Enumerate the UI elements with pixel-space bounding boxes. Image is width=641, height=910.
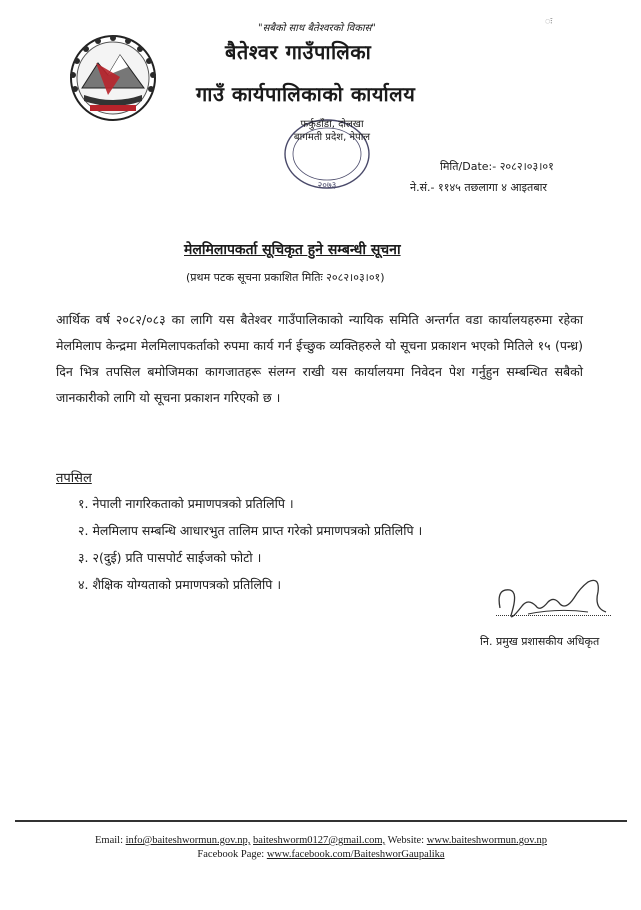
email-label: Email: (95, 835, 124, 846)
office-subtitle: गाउँ कार्यपालिकाको कार्यालय (196, 82, 416, 106)
nepal-emblem-logo (68, 33, 158, 123)
office-name: बैतेश्वर गाउँपालिका (225, 40, 372, 64)
office-tagline: "सबैको साथ बैतेश्वरको विकास" (258, 23, 376, 34)
stamp-address (272, 118, 392, 144)
list-item: १. नेपाली नागरिकताको प्रमाणपत्रको प्रतिलिपि । (78, 496, 294, 511)
signatory-title: नि. प्रमुख प्रशासकीय अधिकृत (480, 635, 600, 648)
footer-contact (15, 835, 627, 846)
footer-facebook (15, 849, 627, 860)
nepal-sambat-date: ने.सं.- ११४५ तछलागा ४ आइतबार (410, 181, 547, 194)
requirements-list (78, 494, 422, 602)
handwritten-signature (488, 568, 613, 638)
website-label: Website: (387, 835, 425, 846)
signature-line (496, 615, 611, 616)
document-date: मिति/Date:- २०८२।०३।०१ (440, 160, 554, 173)
notice-subtitle: (प्रथम पटक सूचना प्रकाशित मितिः २०८२।०३।०१) (186, 271, 385, 284)
stamp-line-1: फर्कुडाँडा, दोलखा (300, 119, 364, 130)
email-link-1[interactable]: info@baiteshwormun.gov.np, (125, 835, 251, 846)
list-heading: तपसिल (56, 471, 92, 486)
footer-divider (15, 820, 627, 822)
scan-mark: ः (545, 17, 553, 27)
facebook-label: Facebook Page: (197, 849, 265, 860)
stamp-line-2: बागमती प्रदेश, नेपाल (293, 132, 371, 143)
notice-title: मेलमिलापकर्ता सूचिकृत हुने सम्बन्धी सूचना (184, 242, 401, 258)
list-item: ४. शैक्षिक योग्यताको प्रमाणपत्रको प्रतिलिपि । (78, 577, 282, 592)
email-link-2[interactable]: baiteshworm0127@gmail.com, (253, 835, 386, 846)
seal-year: २०७३ (317, 181, 337, 191)
list-item: ३. २(दुई) प्रति पासपोर्ट साईजको फोटो । (78, 550, 262, 565)
website-link[interactable]: www.baiteshwormun.gov.np (426, 835, 547, 846)
list-item: २. मेलमिलाप सम्बन्धि आधारभुत तालिम प्राप्त गरेको प्रमाणपत्रको प्रतिलिपि । (78, 523, 423, 538)
notice-body: आर्थिक वर्ष २०८२/०८३ का लागि यस बैतेश्वर गाउँपालिकाको न्यायिक समिति अन्तर्गत वडा कार्यालयहरुमा रहेका मेलमिलाप केन्द्रमा मेलमिलापकर्ताको रुपमा कार्य गर्न ईच्छुक व्यक्तिहरुले यो सूचना प्रकाशन भएको मितिले १५ (पन्ध्र) दिन भित्र तपसिल बमोजिमका कागजातहरू संलग्न राखी यस कार्यालयमा निवेदन पेश गर्नुहुन सम्बन्धित सबैको जानकारीको लागि यो सूचना प्रकाशन गरिएको छ । (56, 312, 583, 405)
facebook-link[interactable]: www.facebook.com/BaiteshworGaupalika (266, 849, 445, 860)
